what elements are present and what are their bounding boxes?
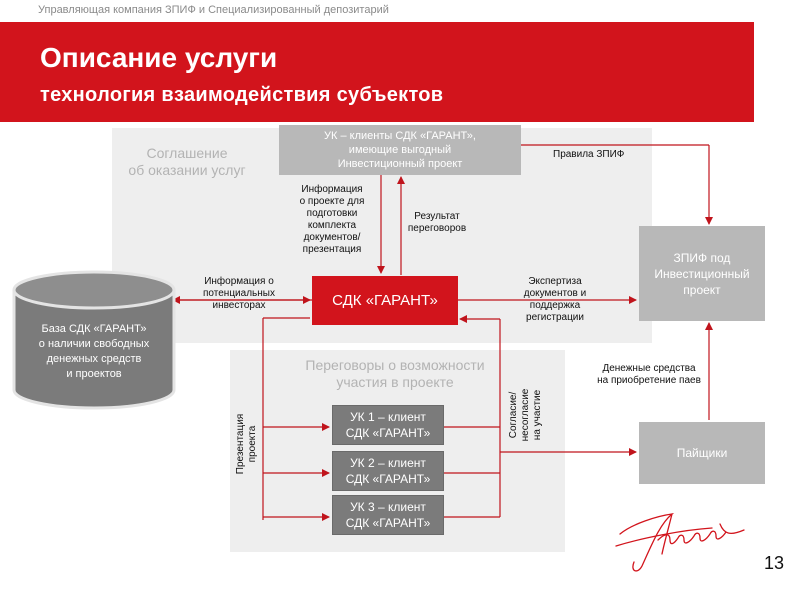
label-money: Денежные средства на приобретение паев bbox=[597, 363, 701, 386]
uk1-box: УК 1 – клиент СДК «ГАРАНТ» bbox=[332, 405, 444, 445]
label-presentation: Презентация проекта bbox=[235, 413, 258, 475]
label-negotiation-result: Результат переговоров bbox=[407, 211, 467, 234]
agreement-panel-title: Соглашение об оказании услуг bbox=[128, 145, 246, 178]
label-zpif-rules: Правила ЗПИФ bbox=[553, 149, 625, 160]
sdk-box: СДК «ГАРАНТ» bbox=[312, 276, 458, 325]
shareholders-box: Пайщики bbox=[639, 422, 765, 484]
label-expertise: Экспертиза документов и поддержка регистрации bbox=[523, 276, 587, 323]
label-project-info: Информация о проекте для подготовки комплекта документов/ презентация bbox=[299, 184, 365, 255]
uk3-box: УК 3 – клиент СДК «ГАРАНТ» bbox=[332, 495, 444, 535]
page-subtitle: технология взаимодействия субъектов bbox=[40, 84, 444, 106]
label-investor-info: Информация о потенциальных инвесторах bbox=[203, 276, 275, 311]
database-label: База СДК «ГАРАНТ» о наличии свободных денежных средств и проектов bbox=[38, 323, 150, 380]
zpif-box: ЗПИФ под Инвестиционный проект bbox=[639, 226, 765, 321]
page-number: 13 bbox=[763, 553, 784, 573]
uk-clients-box: УК – клиенты СДК «ГАРАНТ», имеющие выгодный Инвестиционный проект bbox=[279, 125, 521, 175]
label-consent: Согласие/ несогласие на участие bbox=[508, 388, 543, 442]
negotiations-panel-title: Переговоры о возможности участия в проекте bbox=[305, 357, 485, 390]
signature-logo bbox=[612, 494, 752, 576]
uk2-box: УК 2 – клиент СДК «ГАРАНТ» bbox=[332, 451, 444, 491]
page-title: Описание услуги bbox=[40, 42, 278, 73]
company-caption: Управляющая компания ЗПИФ и Специализированный депозитарий bbox=[38, 4, 389, 16]
